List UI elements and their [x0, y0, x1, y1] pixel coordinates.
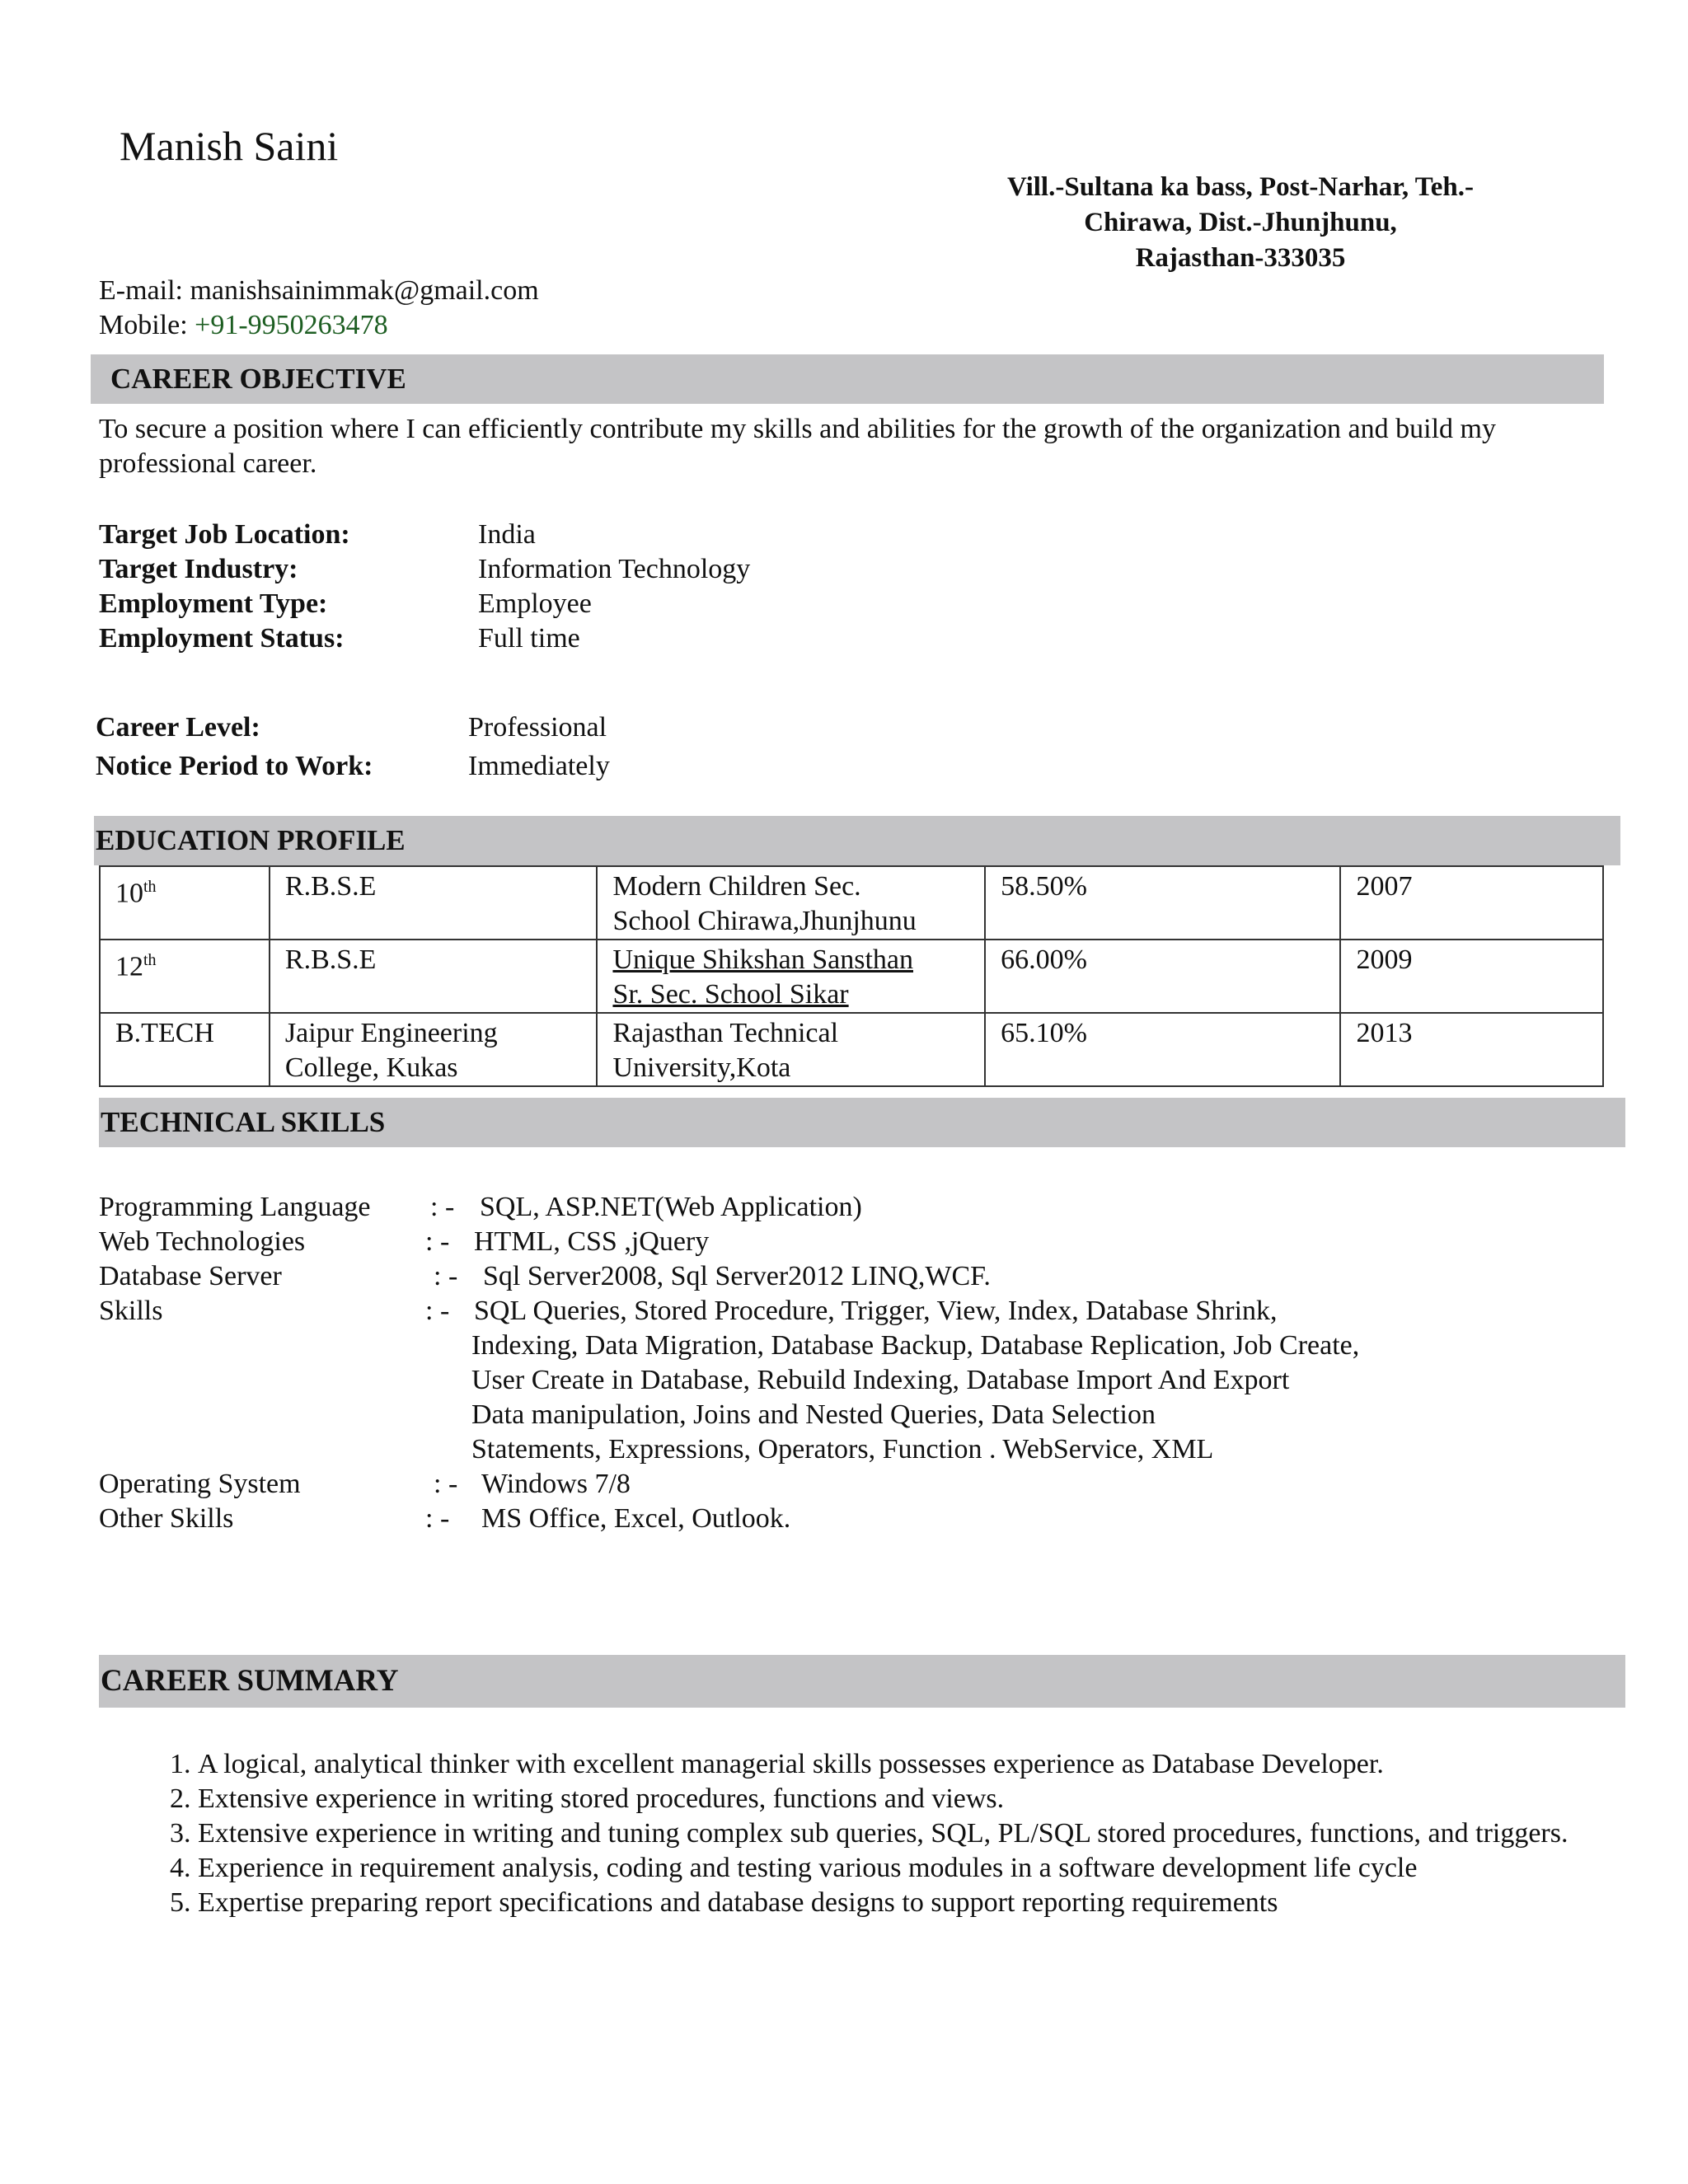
skill-label: Skills — [99, 1296, 163, 1326]
skill-row-continued — [99, 1432, 1582, 1467]
pref-label: Employment Status: — [99, 623, 345, 654]
skill-value: Data manipulation, Joins and Nested Queries, Data Selection — [471, 1399, 1156, 1430]
address-line: Rajasthan-333035 — [1135, 243, 1346, 273]
pref-value: India — [478, 519, 536, 550]
pref-value: Employee — [478, 588, 592, 619]
edu-institution: Unique Shikshan Sansthan Sr. Sec. School Sikar — [597, 940, 985, 1013]
skill-value: Statements, Expressions, Operators, Function . WebService, XML — [471, 1434, 1214, 1465]
skill-value: Sql Server2008, Sql Server2012 LINQ,WCF. — [483, 1261, 991, 1291]
table-row — [100, 940, 1603, 1013]
skill-row-continued — [99, 1329, 1582, 1363]
section-heading-career-objective: CAREER OBJECTIVE — [91, 354, 1604, 404]
skill-label: Web Technologies — [99, 1226, 306, 1257]
skill-separator: : - — [425, 1503, 450, 1534]
edu-board: Jaipur Engineering College, Kukas — [270, 1013, 598, 1086]
edu-year: 2007 — [1340, 866, 1603, 940]
skill-row — [99, 1502, 1582, 1536]
skill-separator: : - — [434, 1469, 458, 1499]
address-block — [948, 170, 1533, 276]
career-summary-list — [99, 1747, 1681, 1920]
pref-row — [96, 710, 1085, 749]
edu-institution: Rajasthan Technical University,Kota — [597, 1013, 985, 1086]
skill-separator: : - — [434, 1261, 458, 1291]
skill-value: SQL, ASP.NET(Web Application) — [480, 1192, 862, 1222]
skill-row — [99, 1190, 1582, 1225]
skill-separator: : - — [425, 1226, 450, 1257]
candidate-name: Manish Saini — [120, 123, 339, 169]
pref-row — [99, 587, 1088, 621]
skill-row — [99, 1225, 1582, 1259]
objective-text: To secure a position where I can efficiently contribute my skills and abilities for the growth of the organization and build my professional career. — [99, 414, 1496, 479]
edu-percentage: 58.50% — [985, 866, 1340, 940]
pref-value: Full time — [478, 623, 580, 654]
skill-value: SQL Queries, Stored Procedure, Trigger, View, Index, Database Shrink, — [474, 1296, 1278, 1326]
mobile-label: Mobile: — [99, 310, 195, 340]
address-line: Chirawa, Dist.-Jhunjhunu, — [1084, 208, 1397, 237]
contact-block — [99, 274, 539, 343]
edu-year: 2009 — [1340, 940, 1603, 1013]
skill-label: Programming Language — [99, 1192, 371, 1222]
edu-percentage: 66.00% — [985, 940, 1340, 1013]
pref-label: Target Job Location: — [99, 519, 350, 550]
edu-year: 2013 — [1340, 1013, 1603, 1086]
skill-separator: : - — [430, 1192, 455, 1222]
technical-skills-list — [99, 1190, 1582, 1536]
email-address[interactable]: manishsainimmak@gmail.com — [190, 275, 539, 306]
skill-row-continued — [99, 1398, 1582, 1432]
skill-label: Database Server — [99, 1261, 282, 1291]
skill-separator: : - — [425, 1296, 450, 1326]
edu-board: R.B.S.E — [270, 940, 598, 1013]
skill-value: User Create in Database, Rebuild Indexing, Database Import And Export — [471, 1365, 1290, 1395]
table-row — [100, 866, 1603, 940]
section-heading-career-summary: CAREER SUMMARY — [99, 1655, 1625, 1708]
edu-level: 10th — [100, 866, 270, 940]
skill-value: Indexing, Data Migration, Database Backup, Database Replication, Job Create, — [471, 1330, 1360, 1361]
edu-percentage: 65.10% — [985, 1013, 1340, 1086]
pref-value: Immediately — [468, 751, 610, 781]
pref-row — [99, 552, 1088, 587]
pref-row — [99, 621, 1088, 656]
education-table — [99, 865, 1604, 1087]
skill-label: Other Skills — [99, 1503, 234, 1534]
address-line: Vill.-Sultana ka bass, Post-Narhar, Teh.- — [1006, 172, 1474, 202]
section-heading-education: EDUCATION PROFILE — [94, 816, 1620, 865]
skill-row — [99, 1467, 1582, 1502]
career-level-block — [96, 710, 1085, 784]
pref-label: Career Level: — [96, 712, 260, 743]
job-preferences — [99, 518, 1088, 656]
pref-label: Employment Type: — [99, 588, 328, 619]
email-line — [99, 274, 539, 308]
list-item: 3. Extensive experience in writing and tuning complex sub queries, SQL, PL/SQL stored procedures, functions, and triggers. — [198, 1816, 1681, 1851]
list-item: 5. Expertise preparing report specifications and database designs to support reporting requirements — [198, 1886, 1681, 1920]
skill-value: HTML, CSS ,jQuery — [474, 1226, 710, 1257]
skill-row — [99, 1259, 1582, 1294]
email-label: E-mail: — [99, 275, 190, 306]
list-item: 1. A logical, analytical thinker with excellent managerial skills possesses experience as Database Developer. — [198, 1747, 1681, 1782]
skill-row — [99, 1294, 1582, 1329]
skill-value: MS Office, Excel, Outlook. — [481, 1503, 791, 1534]
edu-institution: Modern Children Sec. School Chirawa,Jhunjhunu — [597, 866, 985, 940]
edu-level: B.TECH — [100, 1013, 270, 1086]
list-item: 4. Experience in requirement analysis, coding and testing various modules in a software development life cycle — [198, 1851, 1681, 1886]
pref-value: Information Technology — [478, 554, 751, 584]
list-item: 2. Extensive experience in writing stored procedures, functions and views. — [198, 1782, 1681, 1816]
edu-board: R.B.S.E — [270, 866, 598, 940]
pref-value: Professional — [468, 712, 607, 743]
pref-label: Notice Period to Work: — [96, 751, 373, 781]
skill-label: Operating System — [99, 1469, 301, 1499]
pref-row — [99, 518, 1088, 552]
skill-row-continued — [99, 1363, 1582, 1398]
mobile-line — [99, 308, 539, 343]
mobile-number[interactable]: +91-9950263478 — [195, 310, 388, 340]
pref-row — [96, 749, 1085, 784]
section-heading-technical-skills: TECHNICAL SKILLS — [99, 1098, 1625, 1147]
skill-value: Windows 7/8 — [481, 1469, 631, 1499]
edu-level: 12th — [100, 940, 270, 1013]
table-row — [100, 1013, 1603, 1086]
pref-label: Target Industry: — [99, 554, 298, 584]
